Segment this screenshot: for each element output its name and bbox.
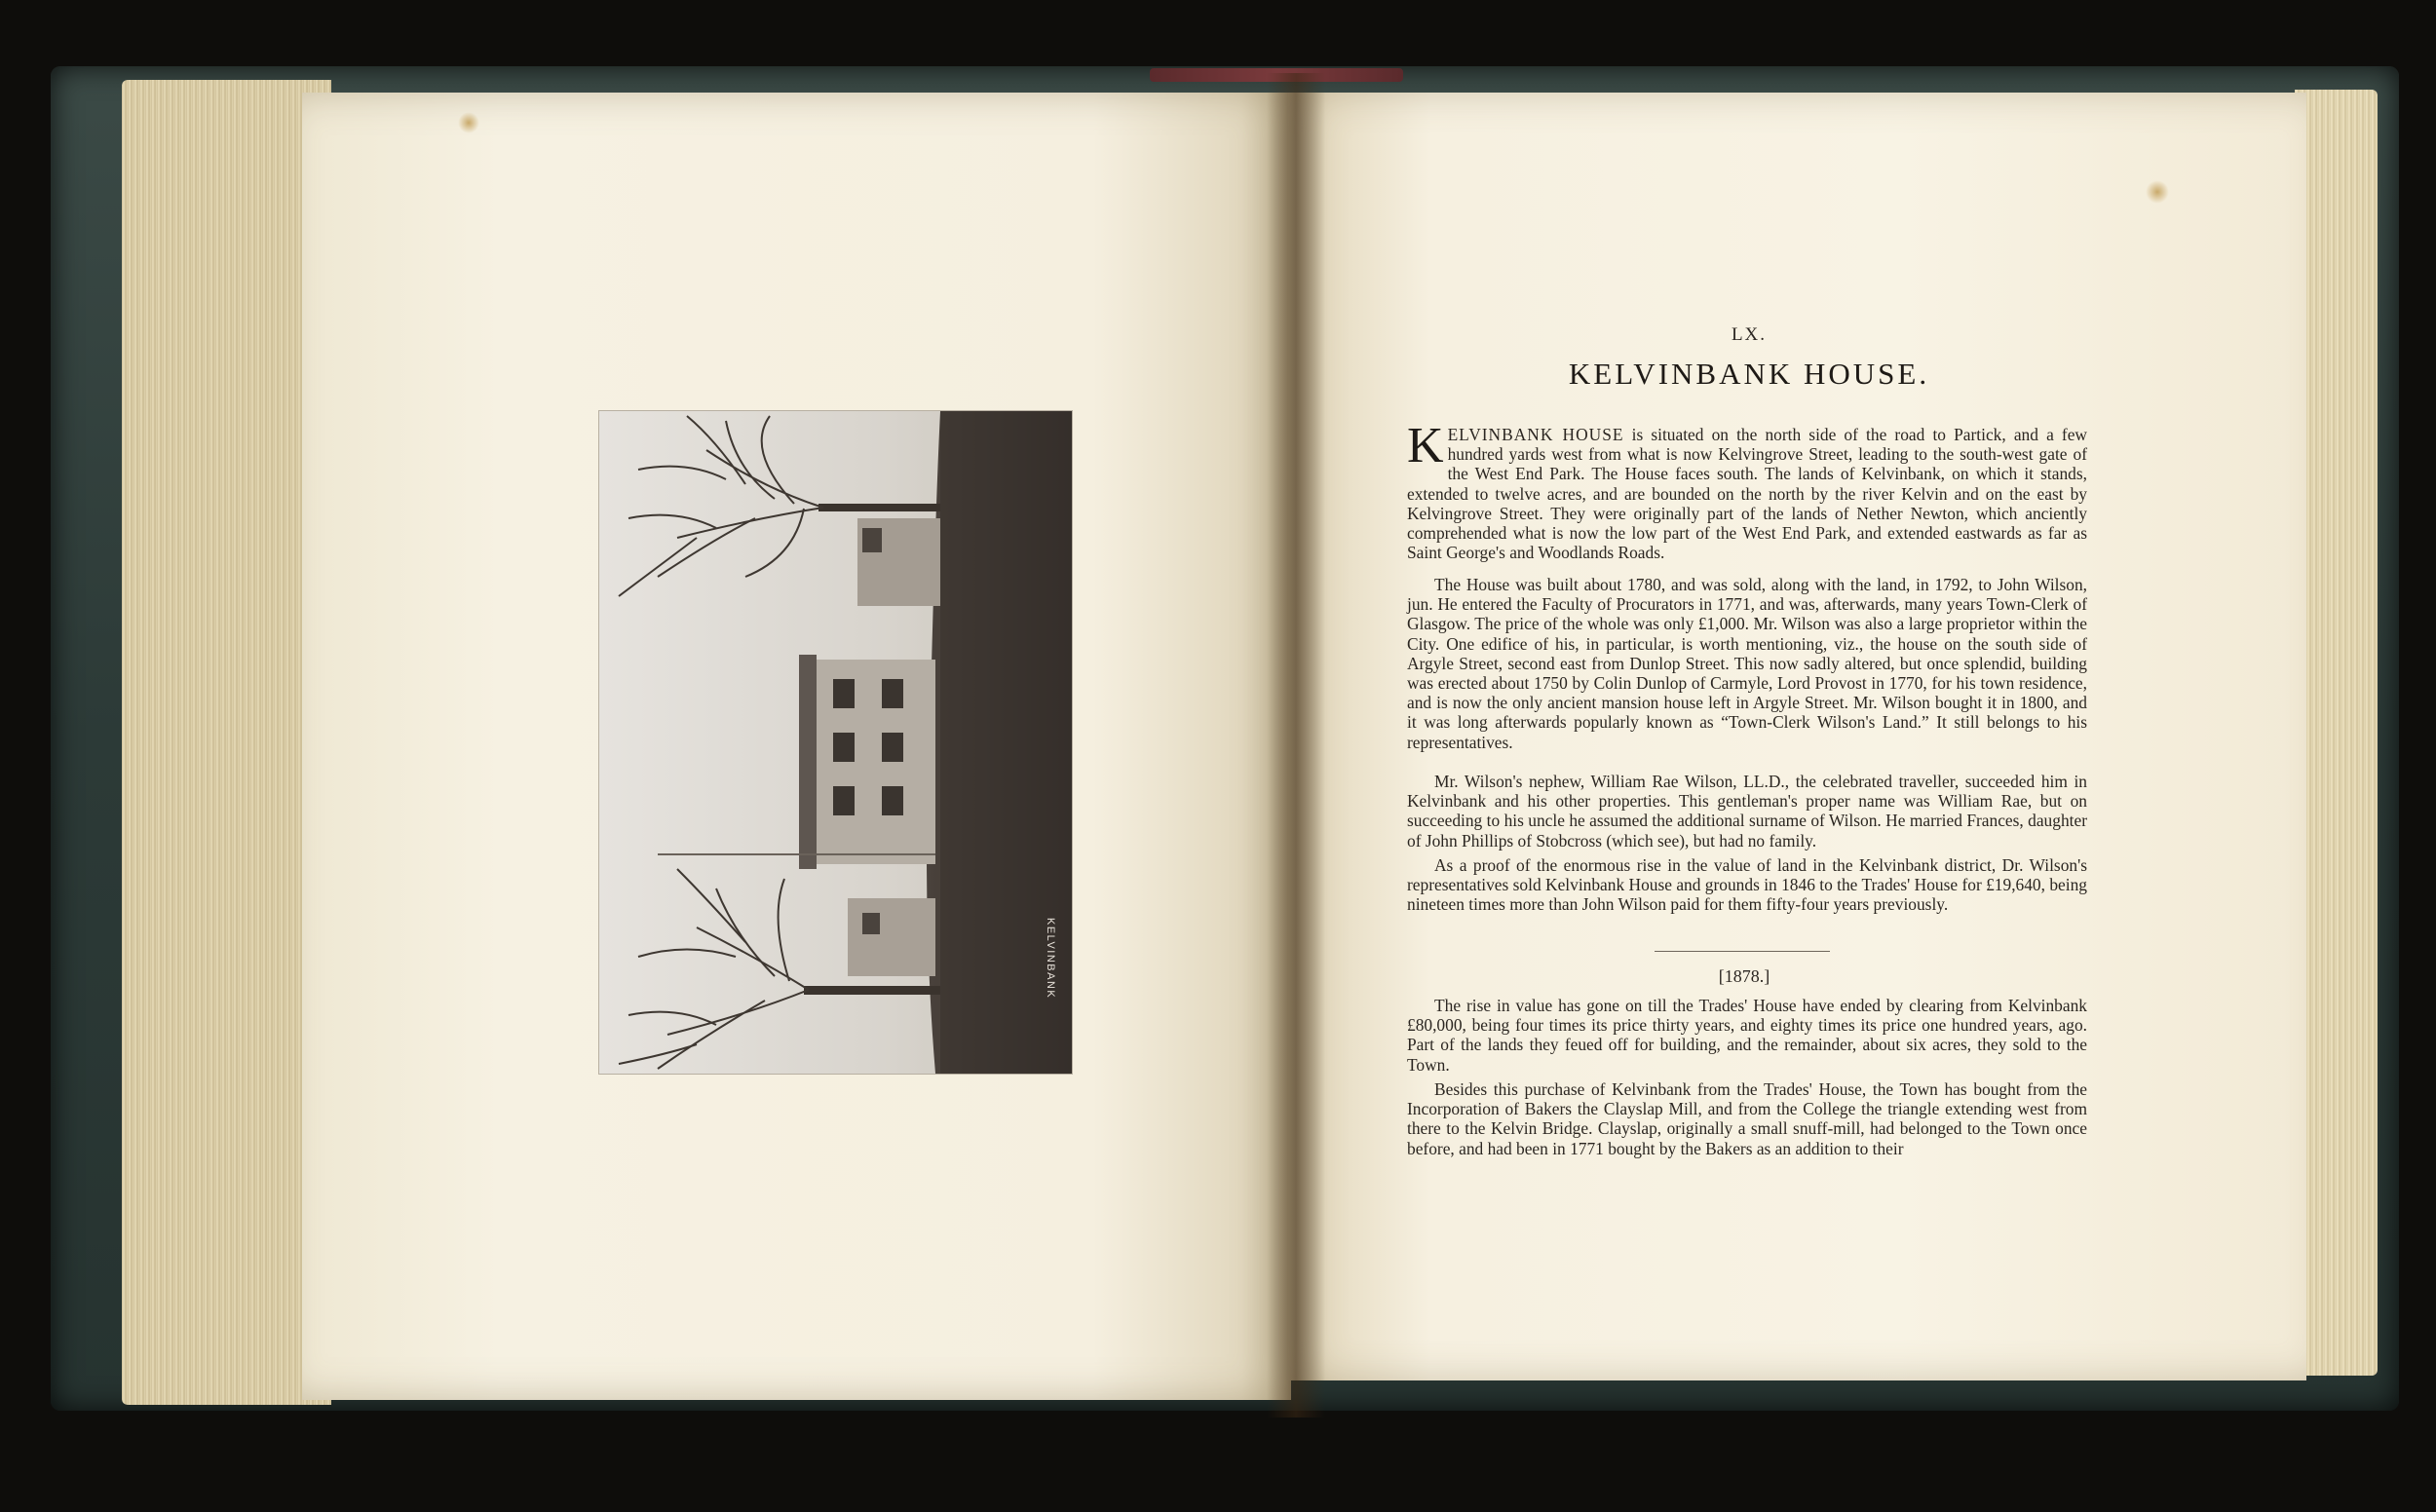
foxing-spot: [458, 112, 479, 133]
photo-caption: KELVINBANK: [1045, 918, 1056, 1000]
paragraph-5: The rise in value has gone on till the Trades' House have ended by clearing from Kelvinbank £80,000, being four times its price thirty years, and eighty times its price one hundred years, ago. Part of the lands they feued off for building, and the remainder, about six acres, they sold to the Town.: [1407, 996, 2087, 1075]
book-gutter: [1267, 73, 1325, 1418]
paragraph-text: is situated on the north side of the road to Partick, and a few hundred yards west from what is now Kelvingrove Street, leading to the south-west gate of the West End Park. The House faces south. The lands of Kelvinbank, on which it stands, extended to twelve acres, and are bounded on the north by the river Kelvin and on the east by Kelvingrove Street. They were originally part of the lands of Nether Newton, which anciently comprehended what is now the low part of the West End Park, and extended eastwards as far as Saint George's and Woodlands Roads.: [1407, 425, 2087, 563]
left-page-edges: [122, 80, 331, 1405]
foxing-spot: [2146, 180, 2169, 204]
paragraph-3: Mr. Wilson's nephew, William Rae Wilson, LL.D., the celebrated traveller, succeeded him in Kelvinbank and his other properties. This gentleman's proper name was William Rae, but on succeeding to his uncle he assumed the additional surname of Wilson. He married Frances, daughter of John Phillips of Stobcross (which see), but had no family.: [1407, 772, 2087, 850]
paragraph-4: As a proof of the enormous rise in the value of land in the Kelvinbank district, Dr. Wilson's representatives sold Kelvinbank House and grounds in 1846 to the Trades' House for £19,640, being nineteen times more than John Wilson paid for them fifty-four years previously.: [1407, 855, 2087, 915]
drop-cap: K: [1407, 418, 1444, 473]
paragraph-1: [1407, 418, 2087, 563]
chapter-title: KELVINBANK HOUSE.: [1568, 357, 1930, 391]
photograph-image: [599, 411, 1072, 1074]
lead-small-caps: ELVINBANK HOUSE: [1447, 425, 1624, 444]
right-page-edges: [2295, 90, 2378, 1376]
photograph-plate: [599, 411, 1072, 1074]
paragraph-6: Besides this purchase of Kelvinbank from the Trades' House, the Town has bought from the Incorporation of Bakers the Clayslap Mill, and from the College the triangle extending west from there to the Kelvin Bridge. Clayslap, originally a small snuff-mill, had belonged to the Town once before, and had been in 1771 bought by the Bakers as an addition to their: [1407, 1079, 2087, 1158]
section-divider: [1655, 951, 1830, 952]
chapter-number: LX.: [1731, 324, 1768, 345]
paragraph-2: The House was built about 1780, and was sold, along with the land, in 1792, to John Wilson, jun. He entered the Faculty of Procurators in 1771, and was, afterwards, many years Town-Clerk of Glasgow. The price of the whole was only £1,000. Mr. Wilson was also a large proprietor within the City. One edifice of his, in particular, is worth mentioning, viz., the house on the south side of Argyle Street, second east from Dunlop Street. This now sadly altered, but once splendid, building was erected about 1750 by Colin Dunlop of Carmyle, Lord Provost in 1770, for his town residence, and is now the only ancient mansion house left in Argyle Street. Mr. Wilson bought it in 1800, and it was long afterwards popularly known as “Town-Clerk Wilson's Land.” It still belongs to his representatives.: [1407, 575, 2087, 752]
year-heading: [1878.]: [1718, 966, 1770, 986]
